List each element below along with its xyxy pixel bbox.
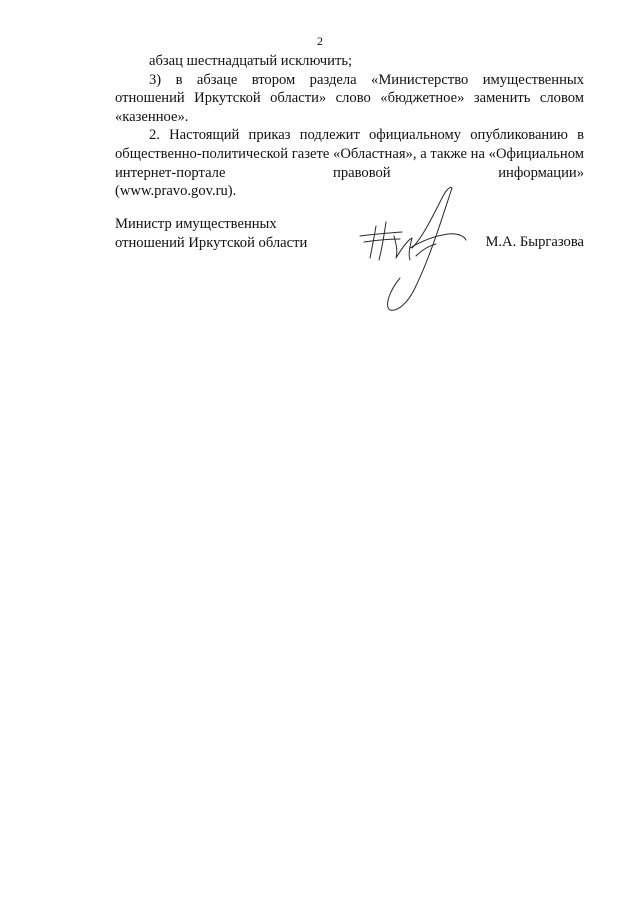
paragraph-exclude-line: абзац шестнадцатый исключить; (149, 53, 353, 69)
signatory-position-line2: отношений Иркутской области (115, 234, 308, 251)
paragraph-publication-url: (www.pravo.gov.ru). (115, 183, 237, 200)
signatory-position-line1: Министр имущественных (115, 216, 277, 232)
paragraph-publication: 2. Настоящий приказ подлежит официальному опубликованию в общественно-политической газете «Областная», а также на «Официальном интернет-портале правовой информации» (115, 127, 584, 181)
signatory-name: М.А. Быргазова (485, 234, 584, 250)
signatory-position (115, 215, 307, 252)
handwritten-signature-icon (350, 178, 470, 314)
paragraph-amendment-3: 3) в абзаце втором раздела «Министерство имущественных отношений Иркутской области» слово «бюджетное» заменить словом «казенное». (115, 71, 584, 125)
page-number: 2 (317, 34, 323, 48)
